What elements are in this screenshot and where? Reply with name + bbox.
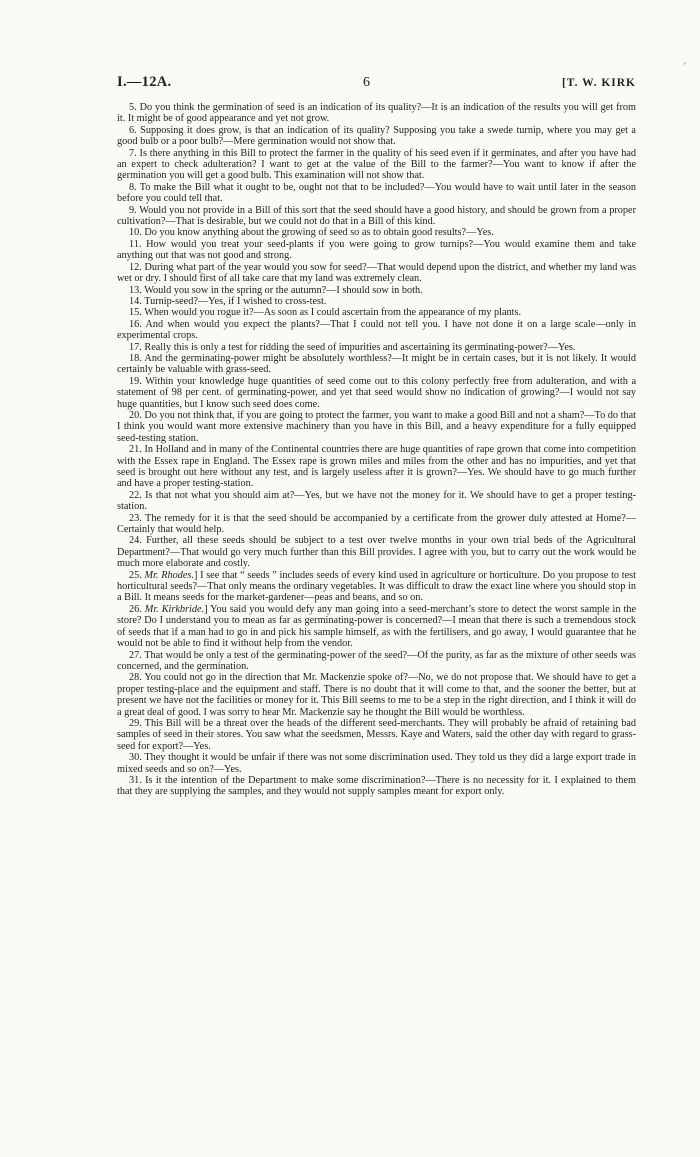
question-12: 12. During what part of the year would you sow for seed?—That would depend upon the district, and whether my land was wet or dry. I should first of all take care that my land was extremely clean.	[117, 261, 636, 285]
question-8: 8. To make the Bill what it ought to be, ought not that to be included?—You would have to wait until later in the season before you could tell that.	[117, 181, 636, 205]
question-20: 20. Do you not think that, if you are going to protect the farmer, you want to make a good Bill and not a sham?—To do that I think you would want more extensive machinery than you have in this Bill, and a heavy expenditure for a fully equipped seed-testing station.	[117, 409, 636, 444]
question-13: 13. Would you sow in the spring or the autumn?—I should sow in both.	[129, 284, 423, 296]
document-reference: I.—12A.	[117, 74, 172, 90]
speaker-name: Mr. Rhodes.	[144, 569, 194, 581]
question-29: 29. This Bill will be a threat over the heads of the different seed-merchants. They will probably be afraid of retaining bad samples of seed in their stores. You saw what the seedsmen, Messrs. Kaye and Waters, said the other day with regard to grass-seed for export?—Yes.	[117, 717, 636, 752]
question-15: 15. When would you rogue it?—As soon as I could ascertain from the appearance of my plants.	[129, 307, 522, 319]
page-number: 6	[363, 75, 371, 90]
question-9: 9. Would you not provide in a Bill of this sort that the seed should have a good history, and should be grown from a proper cultivation?—That is desirable, but we could not do that in a Bill of this kind.	[117, 204, 636, 228]
page-header	[117, 74, 636, 91]
question-5: 5. Do you think the germination of seed is an indication of its quality?—It is an indication of the results you will get from it. It might be of good appearance and yet not grow.	[117, 102, 636, 125]
document-page	[117, 74, 636, 798]
question-25	[117, 570, 636, 604]
question-24: 24. Further, all these seeds should be subject to a test over twelve months in your own trial beds of the Agricultural Department?—That would go very much further than this Bill provides. I agree with you, but to carry out the work would be much more elaborate and costly.	[117, 535, 636, 570]
question-16: 16. And when would you expect the plants?—That I could not tell you. I have not done it on a large scale—only in experimental crops.	[117, 318, 636, 342]
question-6: 6. Supposing it does grow, is that an indication of its quality? Supposing you take a swede turnip, where you may get a good bulb or a poor bulb?—Mere germination would not show that.	[117, 124, 636, 148]
question-19: 19. Within your knowledge huge quantities of seed come out to this colony perfectly free from adulteration, and with a statement of 98 per cent. of germinating-power, and yet that seed would show no indication of growing?—I would not say huge quantities, but I know such seed does come.	[117, 375, 636, 410]
evidence-body	[117, 102, 636, 798]
question-23: 23. The remedy for it is that the seed should be accompanied by a certificate from the grower duly attested at Home?—Certainly that would help.	[117, 512, 636, 536]
question-30: 30. They thought it would be unfair if there was not some discrimination used. They told us they did a large export trade in mixed seeds and so on?—Yes.	[117, 752, 636, 775]
question-number: 25.	[129, 569, 145, 581]
question-28: 28. You could not go in the direction that Mr. Mackenzie spoke of?—No, we do not propose that. We should have to get a proper testing-place and the equipment and staff. There is no doubt that it will come to that, and the sooner the better, but at present we have not the facilities or money for it. This Bill seems to me to be a step in the right direction, and I think it will do a great deal of good. I was sorry to hear Mr. Mackenzie say he thought the Bill would be worthless.	[117, 672, 636, 718]
witness-name: [T. W. KIRK	[561, 77, 636, 89]
question-10: 10. Do you know anything about the growing of seed so as to obtain good results?—Yes.	[129, 227, 494, 239]
margin-mark-top: ʻ	[683, 60, 687, 72]
question-14: 14. Turnip-seed?—Yes, if I wished to cross-test.	[129, 295, 327, 307]
question-21: 21. In Holland and in many of the Continental countries there are huge quantities of rape grown that come into competition with the Essex rape in England. The Essex rape is grown miles and miles from the other and has no impurities, and yet that seed is brought out here without any test, and is largely useless after it is grown?—Yes. We should have to go much further and have a proper testing-station.	[117, 444, 636, 490]
question-27: 27. That would be only a test of the germinating-power of the seed?—Of the purity, as far as the mixture of other seeds was concerned, and the germination.	[117, 649, 636, 672]
speaker-name: Mr. Kirkbride.	[144, 603, 205, 615]
question-11: 11. How would you treat your seed-plants if you were going to grow turnips?—You would examine them and take anything out that was not good and strong.	[117, 238, 636, 262]
question-text: ] You said you would defy any man going into a seed-merchant’s store to detect the worst sample in the store? Do I understand you to mean as far as germinating-power is concerned?—I mean that there is such a tremendous stock of seeds that if a man had to go in and pick his sample himself, as with the fertilisers, and go away, I would guarantee that he would not be able to find it without help from the vendor.	[117, 603, 636, 650]
question-text: ] I see that “ seeds ” includes seeds of every kind used in agriculture or horticulture. Do you propose to test horticultural seeds?—That only means the ordinary vegetables. It was difficult to draw the exact line where you should stop in a Bill. It means seeds for the market-gardener—peas and beans, and so on.	[117, 569, 636, 604]
question-26	[117, 604, 636, 650]
question-7: 7. Is there anything in this Bill to protect the farmer in the quality of his seed even if it germinates, and after you have had an expert to check adulteration? I want to get at the value of the Bill to the farmer?—You want to know if after the germination you will get a good bulb. This examination will not show that.	[117, 147, 636, 182]
question-17: 17. Really this is only a test for ridding the seed of impurities and ascertaining its germinating-power?—Yes.	[129, 341, 576, 353]
question-22: 22. Is that not what you should aim at?—Yes, but we have not the money for it. We should have to get a proper testing-station.	[117, 489, 636, 513]
question-18: 18. And the germinating-power might be absolutely worthless?—It might be in certain cases, but it is not likely. It would certainly be valuable with grass-seed.	[117, 352, 636, 376]
question-31: 31. Is it the intention of the Department to make some discrimination?—There is no necessity for it. I explained to them that they are supplying the samples, and they would not supply samples meant for export only.	[117, 774, 636, 798]
question-number: 26.	[129, 603, 145, 615]
